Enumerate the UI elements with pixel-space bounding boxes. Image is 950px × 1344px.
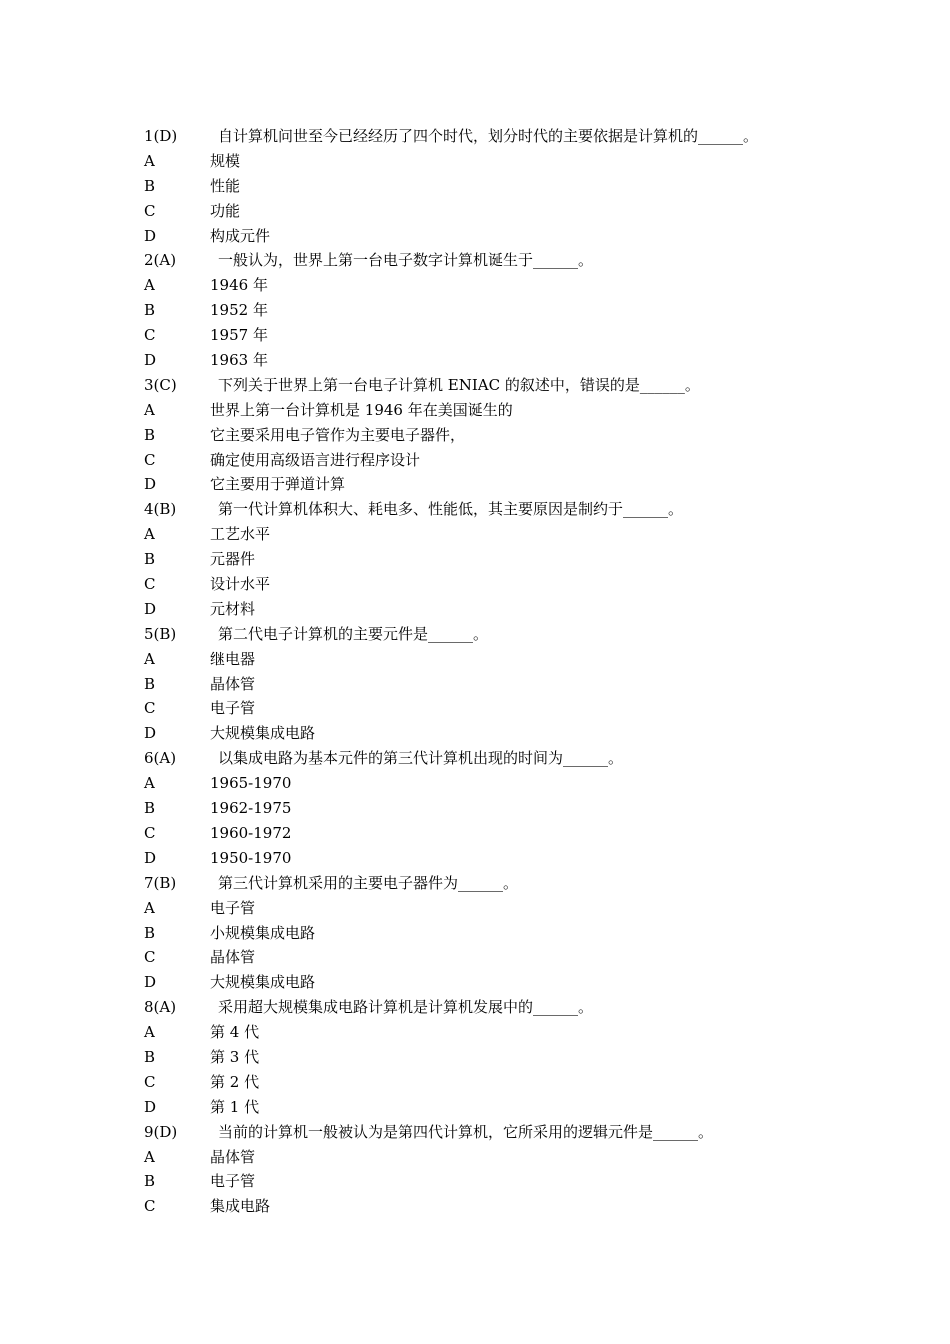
question-line bbox=[144, 871, 864, 896]
option-text: 第 3 代 bbox=[210, 1047, 260, 1066]
option-text: 性能 bbox=[210, 176, 241, 195]
option-text: 1950-1970 bbox=[210, 848, 292, 867]
option-line bbox=[144, 1070, 864, 1095]
option-line bbox=[144, 1020, 864, 1045]
option-letter: B bbox=[144, 176, 156, 195]
option-letter: B bbox=[144, 425, 156, 444]
option-letter: A bbox=[144, 1023, 155, 1042]
option-letter: D bbox=[144, 599, 157, 618]
option-text: 集成电路 bbox=[210, 1197, 271, 1216]
question-text: 以集成电路为基本元件的第三代计算机出现的时间为______。 bbox=[218, 749, 624, 768]
option-letter: A bbox=[144, 774, 155, 793]
option-letter: A bbox=[144, 898, 155, 917]
option-text: 工艺水平 bbox=[210, 525, 271, 544]
question-line bbox=[144, 995, 864, 1020]
option-text: 功能 bbox=[210, 201, 241, 220]
option-text: 大规模集成电路 bbox=[210, 724, 316, 743]
option-text: 大规模集成电路 bbox=[210, 973, 316, 992]
option-line bbox=[144, 1194, 864, 1219]
option-line bbox=[144, 1095, 864, 1120]
option-text: 元材料 bbox=[210, 599, 256, 618]
option-letter: D bbox=[144, 1097, 157, 1116]
option-text: 确定使用高级语言进行程序设计 bbox=[210, 450, 421, 469]
option-letter: A bbox=[144, 649, 155, 668]
option-letter: C bbox=[144, 948, 156, 967]
option-letter: A bbox=[144, 151, 155, 170]
option-line bbox=[144, 423, 864, 448]
question-text: 下列关于世界上第一台电子计算机 ENIAC 的叙述中，错误的是______。 bbox=[218, 375, 700, 394]
option-text: 1963 年 bbox=[210, 351, 268, 370]
option-text: 第 1 代 bbox=[210, 1097, 260, 1116]
option-letter: A bbox=[144, 400, 155, 419]
option-text: 元器件 bbox=[210, 550, 256, 569]
option-text: 晶体管 bbox=[210, 1147, 256, 1166]
option-line bbox=[144, 547, 864, 572]
option-text: 第 2 代 bbox=[210, 1072, 260, 1091]
option-text: 1952 年 bbox=[210, 301, 268, 320]
question-number: 3(C) bbox=[144, 375, 177, 394]
question-text: 当前的计算机一般被认为是第四代计算机，它所采用的逻辑元件是______。 bbox=[218, 1122, 714, 1141]
option-line bbox=[144, 149, 864, 174]
question-list bbox=[144, 124, 864, 1219]
option-letter: B bbox=[144, 674, 156, 693]
question-number: 4(B) bbox=[144, 500, 177, 519]
option-line bbox=[144, 448, 864, 473]
option-line bbox=[144, 1145, 864, 1170]
option-line bbox=[144, 846, 864, 871]
option-letter: D bbox=[144, 475, 157, 494]
question-number: 1(D) bbox=[144, 127, 178, 145]
question-number: 9(D) bbox=[144, 1122, 178, 1141]
option-letter: C bbox=[144, 699, 156, 718]
option-line bbox=[144, 597, 864, 622]
option-line bbox=[144, 672, 864, 697]
option-line bbox=[144, 298, 864, 323]
option-text: 1965-1970 bbox=[210, 774, 292, 793]
option-line bbox=[144, 572, 864, 597]
option-letter: C bbox=[144, 1197, 156, 1216]
option-letter: D bbox=[144, 226, 157, 245]
option-letter: C bbox=[144, 450, 156, 469]
option-line bbox=[144, 273, 864, 298]
question-text: 自计算机问世至今已经经历了四个时代，划分时代的主要依据是计算机的______。 bbox=[218, 127, 759, 145]
option-text: 继电器 bbox=[210, 649, 256, 668]
question-line bbox=[144, 373, 864, 398]
option-letter: C bbox=[144, 201, 156, 220]
option-text: 构成元件 bbox=[210, 226, 271, 245]
option-line bbox=[144, 224, 864, 249]
option-text: 它主要采用电子管作为主要电子器件， bbox=[210, 425, 466, 444]
option-line bbox=[144, 174, 864, 199]
option-letter: D bbox=[144, 351, 157, 370]
option-letter: B bbox=[144, 1172, 156, 1191]
option-text: 电子管 bbox=[210, 1172, 256, 1191]
option-text: 第 4 代 bbox=[210, 1023, 260, 1042]
option-line bbox=[144, 796, 864, 821]
question-line bbox=[144, 622, 864, 647]
option-line bbox=[144, 1045, 864, 1070]
option-letter: A bbox=[144, 276, 155, 295]
option-line bbox=[144, 721, 864, 746]
option-line bbox=[144, 323, 864, 348]
option-letter: D bbox=[144, 848, 157, 867]
option-text: 规模 bbox=[210, 151, 241, 170]
option-line bbox=[144, 696, 864, 721]
option-letter: A bbox=[144, 525, 155, 544]
option-letter: C bbox=[144, 1072, 156, 1091]
option-letter: B bbox=[144, 1047, 156, 1066]
option-letter: B bbox=[144, 799, 156, 818]
question-text: 第一代计算机体积大、耗电多、性能低，其主要原因是制约于______。 bbox=[218, 500, 684, 519]
option-line bbox=[144, 970, 864, 995]
option-text: 1962-1975 bbox=[210, 799, 292, 818]
option-line bbox=[144, 472, 864, 497]
question-text: 一般认为，世界上第一台电子数字计算机诞生于______。 bbox=[218, 251, 594, 270]
question-text: 采用超大规模集成电路计算机是计算机发展中的______。 bbox=[218, 998, 594, 1017]
question-number: 6(A) bbox=[144, 749, 177, 768]
question-text: 第三代计算机采用的主要电子器件为______。 bbox=[218, 873, 519, 892]
option-letter: A bbox=[144, 1147, 155, 1166]
option-text: 1957 年 bbox=[210, 326, 268, 345]
option-text: 世界上第一台计算机是 1946 年在美国诞生的 bbox=[210, 400, 513, 419]
option-letter: C bbox=[144, 326, 156, 345]
option-text: 它主要用于弹道计算 bbox=[210, 475, 346, 494]
option-letter: C bbox=[144, 823, 156, 842]
question-line bbox=[144, 124, 864, 149]
question-number: 7(B) bbox=[144, 873, 177, 892]
option-letter: D bbox=[144, 973, 157, 992]
option-line bbox=[144, 821, 864, 846]
option-text: 电子管 bbox=[210, 898, 256, 917]
option-line bbox=[144, 199, 864, 224]
option-text: 电子管 bbox=[210, 699, 256, 718]
option-letter: B bbox=[144, 301, 156, 320]
option-letter: D bbox=[144, 724, 157, 743]
question-number: 2(A) bbox=[144, 251, 177, 270]
option-text: 设计水平 bbox=[210, 575, 271, 594]
option-text: 小规模集成电路 bbox=[210, 923, 316, 942]
option-letter: B bbox=[144, 923, 156, 942]
option-letter: B bbox=[144, 550, 156, 569]
question-number: 8(A) bbox=[144, 998, 177, 1017]
option-line bbox=[144, 348, 864, 373]
option-line bbox=[144, 921, 864, 946]
option-text: 晶体管 bbox=[210, 674, 256, 693]
option-text: 晶体管 bbox=[210, 948, 256, 967]
option-line bbox=[144, 896, 864, 921]
question-line bbox=[144, 1120, 864, 1145]
question-number: 5(B) bbox=[144, 624, 177, 643]
option-text: 1946 年 bbox=[210, 276, 268, 295]
question-line bbox=[144, 746, 864, 771]
question-line bbox=[144, 497, 864, 522]
question-text: 第二代电子计算机的主要元件是______。 bbox=[218, 624, 489, 643]
option-line bbox=[144, 945, 864, 970]
option-letter: C bbox=[144, 575, 156, 594]
option-line bbox=[144, 522, 864, 547]
question-line bbox=[144, 248, 864, 273]
option-line bbox=[144, 1169, 864, 1194]
option-line bbox=[144, 771, 864, 796]
option-line bbox=[144, 647, 864, 672]
option-text: 1960-1972 bbox=[210, 823, 292, 842]
option-line bbox=[144, 398, 864, 423]
